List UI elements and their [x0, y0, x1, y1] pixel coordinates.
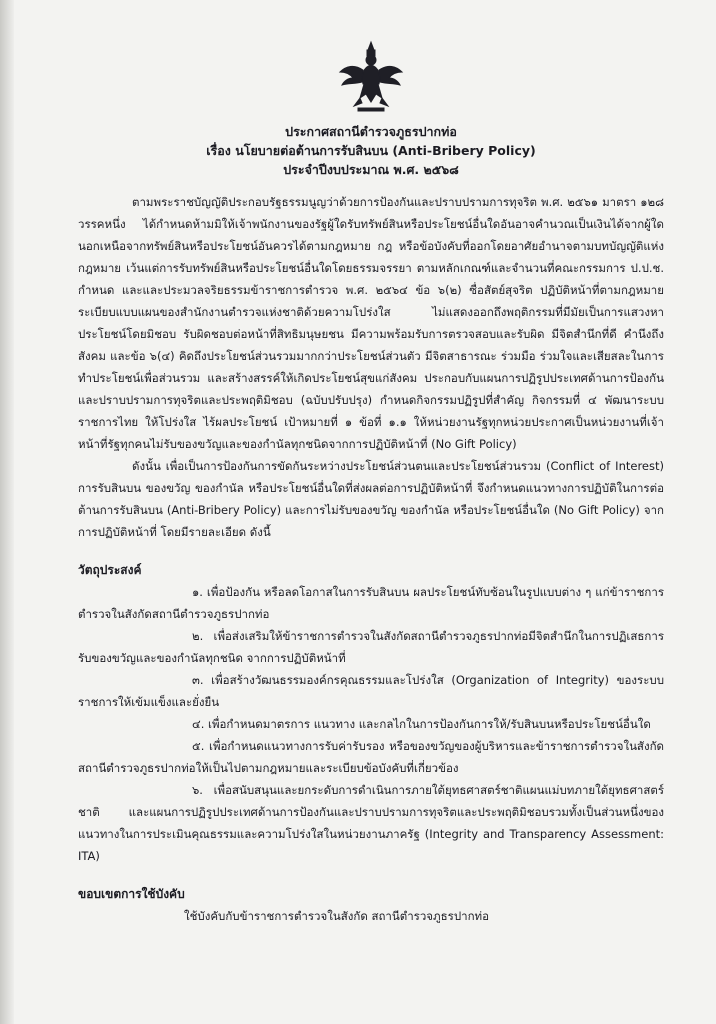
fiscal-year-line: ประจำปีงบประมาณ พ.ศ. ๒๕๖๘ — [283, 162, 459, 177]
objective-item: ๖. เพื่อสนับสนุนและยกระดับการดำเนินการภายใต้ยุทธศาสตร์ชาติแผนแม่บทภายใต้ยุทธศาสตร์ชาติ และแผนการปฏิรูปประเทศด้านการป้องกันและปราบปรามการทุจริตและประพฤติมิชอบรวมทั้งเป็นส่วนหนึ่งของแนวทางในการประเมินคุณธรรมและความโปร่งใสในหน่วยงานภาครัฐ (Integrity and Transparency Assessment: ITA) — [78, 783, 664, 863]
announcement-title: ประกาศสถานีตำรวจภูธรปากท่อ — [285, 124, 457, 139]
scope-text: ใช้บังคับกับข้าราชการตำรวจในสังกัด สถานีตำรวจภูธรปากท่อ — [184, 909, 490, 923]
paragraph-legal-basis: ตามพระราชบัญญัติประกอบรัฐธรรมนูญว่าด้วยการป้องกันและปราบปรามการทุจริต พ.ศ. ๒๕๖๑ มาตรา ๑๒๘ วรรคหนึ่ง ได้กำหนดห้ามมิให้เจ้าพนักงานของรัฐผู้ใดรับทรัพย์สินหรือประโยชน์อื่นใดอันอาจคำนวณเป็นเงินได้จากผู้ใด นอกเหนือจากทรัพย์สินหรือประโยชน์อันควรได้ตามกฎหมาย กฎ หรือข้อบังคับที่ออกโดยอาศัยอำนาจตามบทบัญญัติแห่งกฎหมาย เว้นแต่การรับทรัพย์สินหรือประโยชน์อื่นใดโดยธรรมจรรยา ตามหลักเกณฑ์และจำนวนที่คณะกรรมการ ป.ป.ช. กำหนด และและประมวลจริยธรรมข้าราชการตำรวจ พ.ศ. ๒๕๖๔ ข้อ ๖(๒) ซื่อสัตย์สุจริต ปฏิบัติหน้าที่ตามกฎหมาย ระเบียบแบบแผนของสำนักงานตำรวจแห่งชาติด้วยความโปร่งใส ไม่แสดงออกถึงพฤติกรรมที่มีมัยเป็นการแสวงหาประโยชน์โดยมิชอบ รับผิดชอบต่อหน้าที่สิทธิมนุษยชน มีความพร้อมรับการตรวจสอบและรับผิด มีจิตสำนึกที่ดี คำนึงถึงสังคม และข้อ ๖(๔) คิดถึงประโยชน์ส่วนรวมมากกว่าประโยชน์ส่วนตัว มีจิตสาธารณะ ร่วมมือ ร่วมใจและเสียสละในการทำประโยชน์เพื่อส่วนรวม และสร้างสรรค์ให้เกิดประโยชน์สุขแก่สังคม ประกอบกับแผนการปฏิรูปประเทศด้านการป้องกันและปราบปรามการทุจริตและประพฤติมิชอบ (ฉบับปรับปรุง) กำหนดกิจกรรมปฏิรูปที่สำคัญ กิจกรรมที่ ๔ พัฒนาระบบราชการไทย ให้โปร่งใส ไร้ผลประโยชน์ เป้าหมายที่ ๑ ข้อที่ ๑.๑ ให้หน่วยงานรัฐทุกหน่วยประกาศเป็นหน่วยงานที่เจ้าหน้าที่รัฐทุกคนไม่รับของขวัญและของกำนัลทุกชนิดจากการปฏิบัติหน้าที่ (No Gift Policy) — [78, 195, 664, 451]
objective-item: ๓. เพื่อสร้างวัฒนธรรมองค์กรคุณธรรมและโปร่งใส (Organization of Integrity) ของระบบราชการให้เข้มแข็งและยั่งยืน — [78, 673, 664, 709]
objective-item: ๔. เพื่อกำหนดมาตรการ แนวทาง และกลไกในการป้องกันการให้/รับสินบนหรือประโยชน์อื่นใด — [192, 717, 651, 731]
objectives-heading: วัตถุประสงค์ — [78, 563, 142, 577]
objective-item: ๑. เพื่อป้องกัน หรือลดโอกาสในการรับสินบน ผลประโยชน์ทับซ้อนในรูปแบบต่าง ๆ แก่ข้าราชการตำรวจในสังกัดสถานีตำรวจภูธรปากท่อ — [78, 585, 664, 621]
garuda-emblem-icon — [336, 40, 406, 116]
objectives-list — [78, 581, 664, 867]
subject-line: เรื่อง นโยบายต่อต้านการรับสินบน (Anti-Bribery Policy) — [206, 143, 536, 158]
scope-heading: ขอบเขตการใช้บังคับ — [78, 887, 185, 901]
document-header — [78, 122, 664, 179]
paragraph-policy-intent: ดังนั้น เพื่อเป็นการป้องกันการขัดกันระหว่างประโยชน์ส่วนตนและประโยชน์ส่วนรวม (Conflict of Interest) การรับสินบน ของขวัญ ของกำนัล หรือประโยชน์อื่นใดที่ส่งผลต่อการปฏิบัติหน้าที่ จึงกำหนดแนวทางการปฏิบัติในการต่อต้านการรับสินบน (Anti-Bribery Policy) และการไม่รับของขวัญ ของกำนัล หรือประโยชน์อื่นใด (No Gift Policy) จากการปฏิบัติหน้าที่ โดยมีรายละเอียด ดังนี้ — [78, 459, 664, 539]
objective-item: ๒. เพื่อส่งเสริมให้ข้าราชการตำรวจในสังกัดสถานีตำรวจภูธรปากท่อมีจิตสำนึกในการปฏิเสธการรับของขวัญและของกำนัลทุกชนิด จากการปฏิบัติหน้าที่ — [78, 629, 664, 665]
objective-item: ๕. เพื่อกำหนดแนวทางการรับค่ารับรอง หรือของขวัญของผู้บริหารและข้าราชการตำรวจในสังกัดสถานีตำรวจภูธรปากท่อให้เป็นไปตามกฎหมายและระเบียบข้อบังคับที่เกี่ยวข้อง — [78, 739, 664, 775]
document-body — [78, 191, 664, 543]
